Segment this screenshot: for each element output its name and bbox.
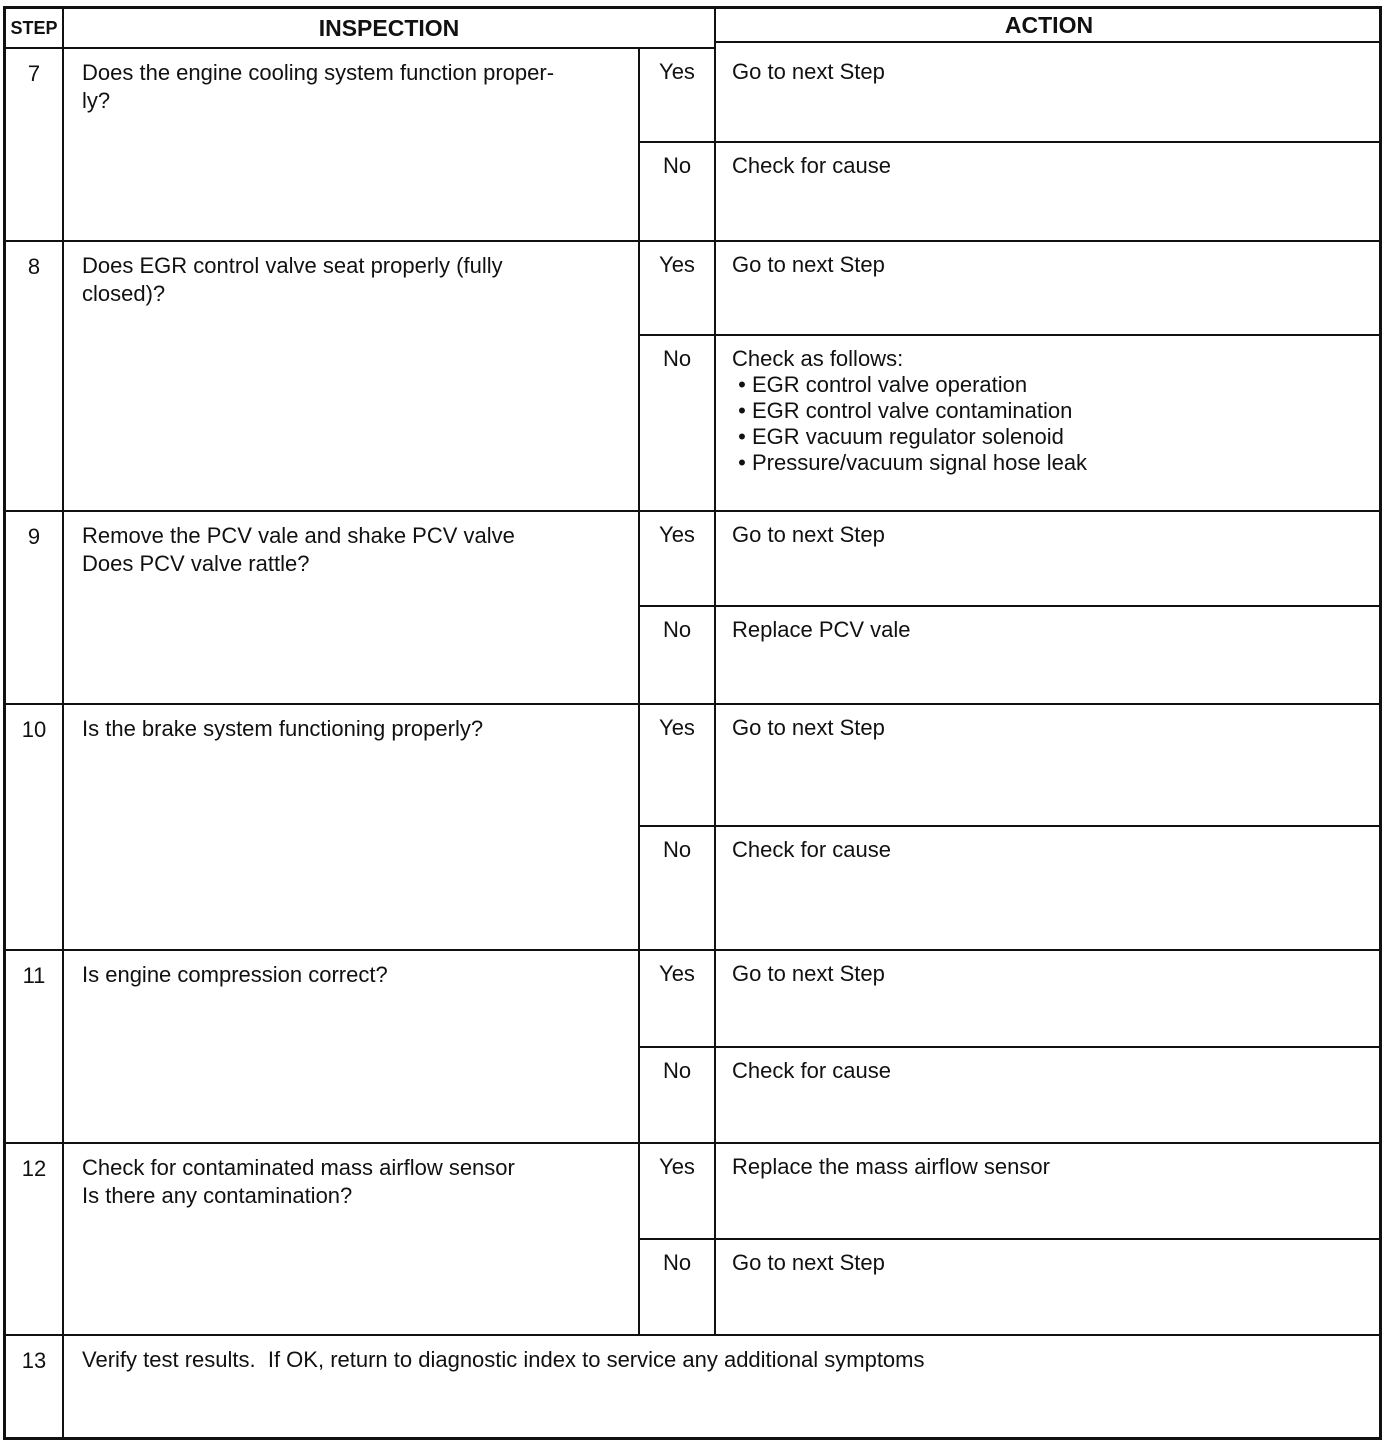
no-action: Check for cause bbox=[732, 1058, 891, 1083]
step-row-11 bbox=[6, 951, 1379, 1144]
final-instruction bbox=[64, 1336, 1379, 1437]
inspection-question bbox=[64, 951, 640, 1142]
no-branch bbox=[640, 825, 1379, 949]
step-number: 11 bbox=[6, 951, 64, 1142]
no-branch bbox=[640, 605, 1379, 703]
inspection-question bbox=[64, 705, 640, 949]
inspection-line: Verify test results. If OK, return to diagnostic index to service any additional symptoms bbox=[82, 1347, 925, 1372]
check-list bbox=[732, 372, 1365, 476]
no-action: Replace PCV vale bbox=[732, 617, 911, 642]
inspection-question bbox=[64, 512, 640, 703]
inspection-question bbox=[64, 49, 640, 240]
inspection-line: Is the brake system functioning properly? bbox=[82, 716, 484, 741]
inspection-line: Check for contaminated mass airflow sensor bbox=[82, 1155, 515, 1180]
inspection-line: Is engine compression correct? bbox=[82, 962, 388, 987]
step-number: 8 bbox=[6, 242, 64, 510]
inspection-line: Is there any contamination? bbox=[82, 1183, 353, 1208]
check-list-item: • Pressure/vacuum signal hose leak bbox=[732, 450, 1365, 476]
yes-action: Replace the mass airflow sensor bbox=[732, 1154, 1050, 1179]
inspection-line: closed)? bbox=[82, 281, 166, 306]
step-row-13 bbox=[6, 1336, 1379, 1437]
inspection-line: Remove the PCV vale and shake PCV valve bbox=[82, 523, 515, 548]
inspection-question bbox=[64, 242, 640, 510]
check-list-item: • EGR vacuum regulator solenoid bbox=[732, 424, 1365, 450]
yes-action: Go to next Step bbox=[732, 715, 885, 740]
yes-action: Go to next Step bbox=[732, 522, 885, 547]
no-label: No bbox=[640, 143, 716, 240]
yes-branch bbox=[640, 242, 1379, 334]
inspection-line: Does the engine cooling system function proper- bbox=[82, 60, 555, 85]
check-as-follows-label: Check as follows: bbox=[732, 346, 904, 371]
yes-label: Yes bbox=[640, 951, 716, 1046]
no-branch bbox=[640, 141, 1379, 240]
no-action bbox=[716, 336, 1379, 510]
yes-branch bbox=[640, 1144, 1379, 1238]
yes-action: Go to next Step bbox=[732, 59, 885, 84]
inspection-line: Does EGR control valve seat properly (fully bbox=[82, 253, 503, 278]
yes-label: Yes bbox=[640, 512, 716, 605]
inspection-line: Does PCV valve rattle? bbox=[82, 551, 310, 576]
inspection-line: ly? bbox=[82, 88, 111, 113]
yes-branch bbox=[640, 705, 1379, 825]
yes-action: Go to next Step bbox=[732, 961, 885, 986]
header-action: ACTION bbox=[716, 9, 1382, 43]
yes-label: Yes bbox=[640, 49, 716, 141]
yes-branch bbox=[640, 512, 1379, 605]
no-label: No bbox=[640, 336, 716, 510]
step-number: 13 bbox=[6, 1336, 64, 1437]
no-action: Go to next Step bbox=[732, 1250, 885, 1275]
no-branch bbox=[640, 1046, 1379, 1142]
yes-action: Go to next Step bbox=[732, 252, 885, 277]
no-action: Check for cause bbox=[732, 153, 891, 178]
header-step: STEP bbox=[6, 9, 64, 49]
no-action: Check for cause bbox=[732, 837, 891, 862]
step-number: 9 bbox=[6, 512, 64, 703]
header-inspection: INSPECTION bbox=[64, 9, 716, 49]
no-branch bbox=[640, 1238, 1379, 1334]
diagnostic-table bbox=[3, 6, 1382, 1440]
step-row-7 bbox=[6, 49, 1379, 242]
no-label: No bbox=[640, 827, 716, 949]
no-label: No bbox=[640, 1240, 716, 1334]
yes-label: Yes bbox=[640, 1144, 716, 1238]
inspection-question bbox=[64, 1144, 640, 1334]
yes-label: Yes bbox=[640, 705, 716, 825]
no-branch bbox=[640, 334, 1379, 510]
check-list-item: • EGR control valve contamination bbox=[732, 398, 1365, 424]
no-label: No bbox=[640, 1048, 716, 1142]
step-number: 12 bbox=[6, 1144, 64, 1334]
step-number: 7 bbox=[6, 49, 64, 240]
step-number: 10 bbox=[6, 705, 64, 949]
step-row-8 bbox=[6, 242, 1379, 512]
step-row-10 bbox=[6, 705, 1379, 951]
yes-label: Yes bbox=[640, 242, 716, 334]
yes-branch bbox=[640, 49, 1379, 141]
no-label: No bbox=[640, 607, 716, 703]
step-row-12 bbox=[6, 1144, 1379, 1336]
yes-branch bbox=[640, 951, 1379, 1046]
check-list-item: • EGR control valve operation bbox=[732, 372, 1365, 398]
step-row-9 bbox=[6, 512, 1379, 705]
